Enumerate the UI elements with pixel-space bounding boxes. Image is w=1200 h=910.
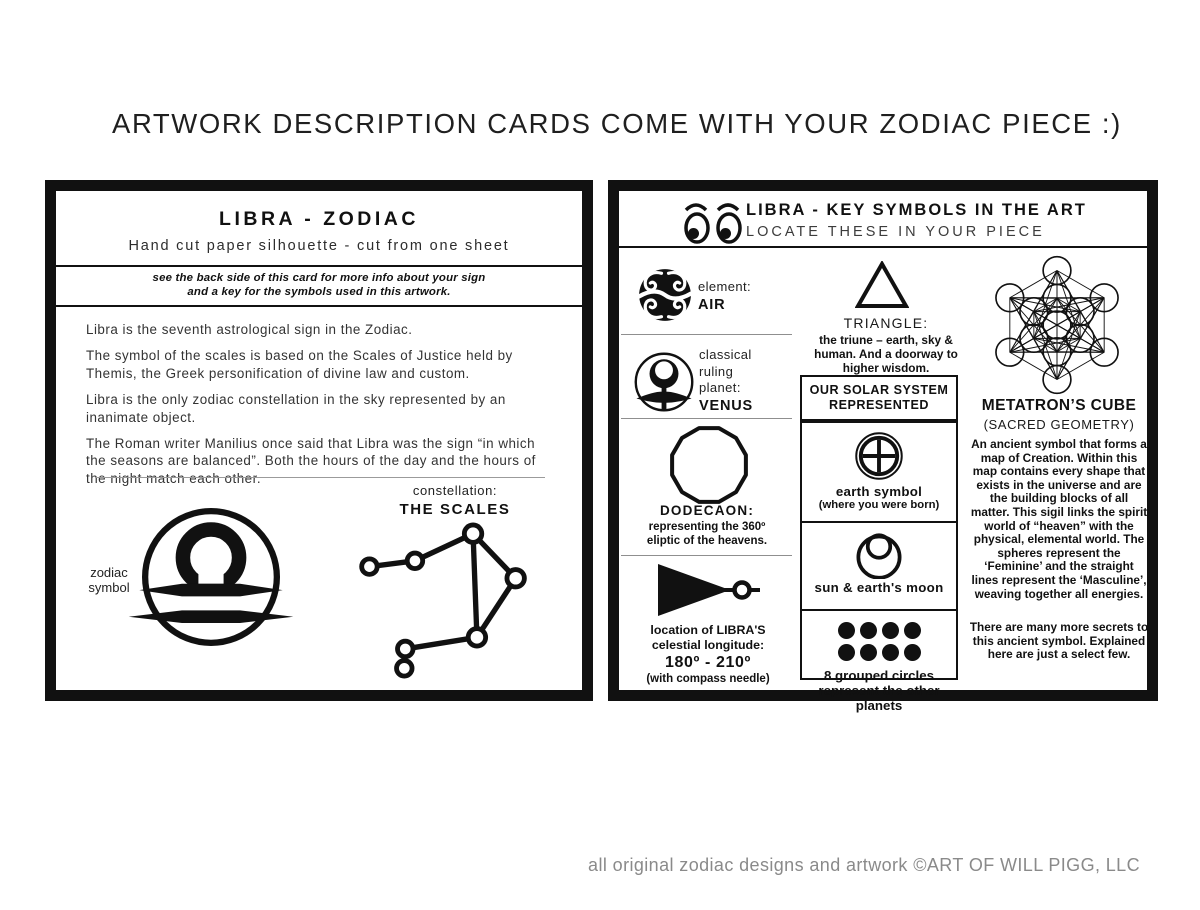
key-card-title: LIBRA - KEY SYMBOLS IN THE ART xyxy=(746,201,1087,219)
location-range: 180º - 210º xyxy=(665,654,751,671)
sun-moon-icon xyxy=(853,529,905,579)
libra-zodiac-symbol-icon xyxy=(119,485,303,669)
metatron-paragraph-1: An ancient symbol that forms a map of Creation. Within this map contains every shape that exists in the universe and are the building blocks of all matter. This sigil links the spirit world of “heaven” with the physical, elemental world. The spheres represent the ‘Feminine’ and the straight lines represent the ‘Masculine’, weaving together all energies. xyxy=(970,437,1148,601)
planets-section xyxy=(802,622,956,721)
key-symbols-card xyxy=(608,180,1158,713)
paragraph: The symbol of the scales is based on the Scales of Justice held by Themis, the Greek personification of divine law and custom. xyxy=(86,348,513,381)
dodecagon-desc: representing the 360º eliptic of the heavens. xyxy=(646,521,768,547)
paragraph: Libra is the only zodiac constellation in the sky represented by an inanimate object. xyxy=(86,392,506,425)
divider xyxy=(621,334,792,335)
triangle-desc: the triune – earth, sky & human. And a doorway to higher wisdom. xyxy=(814,333,958,375)
planet-label: classical ruling planet: xyxy=(699,347,752,395)
solar-system-title: OUR SOLAR SYSTEM REPRESENTED xyxy=(802,377,956,423)
section-divider xyxy=(95,477,545,478)
divider xyxy=(621,418,792,419)
air-element-icon xyxy=(637,267,693,323)
page-title: ARTWORK DESCRIPTION CARDS COME WITH YOUR ZODIAC PIECE :) xyxy=(112,108,1122,139)
eyes-icon xyxy=(681,199,747,245)
earth-symbol-icon xyxy=(853,430,905,482)
location-note: (with compass needle) xyxy=(646,673,770,685)
metatron-title: METATRON’S CUBE xyxy=(981,397,1137,414)
metatron-subtitle: (SACRED GEOMETRY) xyxy=(983,417,1135,432)
location-line1: location of LIBRA'S xyxy=(650,623,766,637)
triangle-title: TRIANGLE: xyxy=(843,315,929,331)
eight-circles-icon xyxy=(831,622,927,661)
note-text: see the back side of this card for more info about your sign and a key for the symbols used in this artwork. xyxy=(152,272,486,298)
triangle-icon xyxy=(855,261,909,309)
card-title: LIBRA - ZODIAC xyxy=(219,208,419,230)
constellation-caption xyxy=(365,483,545,518)
description-paragraphs xyxy=(56,307,582,487)
paragraph: Libra is the seventh astrological sign in the Zodiac. xyxy=(86,322,413,337)
key-card-subtitle: LOCATE THESE IN YOUR PIECE xyxy=(746,224,1045,240)
copyright-credit: all original zodiac designs and artwork ©ART OF WILL PIGG, LLC xyxy=(588,855,1140,875)
card-subtitle: Hand cut paper silhouette - cut from one sheet xyxy=(128,238,510,254)
libra-constellation-icon xyxy=(352,521,536,681)
dodecagon-icon xyxy=(666,422,752,508)
dodecagon-caption xyxy=(619,503,795,548)
planets-caption: 8 grouped circles represent the other planets xyxy=(818,668,940,713)
earth-note: (where you were born) xyxy=(818,499,940,511)
element-label: element: xyxy=(698,279,752,294)
paragraph: The Roman writer Manilius once said that Libra was the sign “in which the seasons are balanced”. Both the hours of the day and the hours of the night match each other. xyxy=(86,436,536,486)
element-value: AIR xyxy=(698,296,726,313)
metatron-heading xyxy=(971,397,1147,432)
location-caption xyxy=(619,623,797,685)
dodecagon-title: DODECAON: xyxy=(659,503,755,518)
zodiac-symbol-label: zodiac symbol xyxy=(88,565,130,595)
planet-value: VENUS xyxy=(699,397,753,414)
earth-section xyxy=(802,430,956,523)
sun-moon-section xyxy=(802,529,956,611)
metatrons-cube-icon xyxy=(983,251,1131,399)
element-caption xyxy=(698,279,751,313)
earth-caption: earth symbol xyxy=(835,484,923,499)
zodiac-description-card xyxy=(45,180,593,701)
constellation-label: constellation: xyxy=(412,483,498,498)
note-band xyxy=(56,265,582,307)
triangle-caption xyxy=(796,315,976,375)
solar-system-box xyxy=(800,375,958,713)
planet-caption xyxy=(699,347,777,414)
key-card-header xyxy=(619,191,1147,248)
venus-planet-icon xyxy=(633,351,695,413)
metatron-paragraph-2: There are many more secrets to this ancient symbol. Explained here are just a select few. xyxy=(969,620,1149,662)
sun-moon-caption: sun & earth's moon xyxy=(814,580,944,595)
location-line2: celestial longitude: xyxy=(651,638,765,652)
divider xyxy=(621,555,792,556)
compass-needle-icon xyxy=(658,563,762,617)
constellation-name: THE SCALES xyxy=(399,501,511,518)
